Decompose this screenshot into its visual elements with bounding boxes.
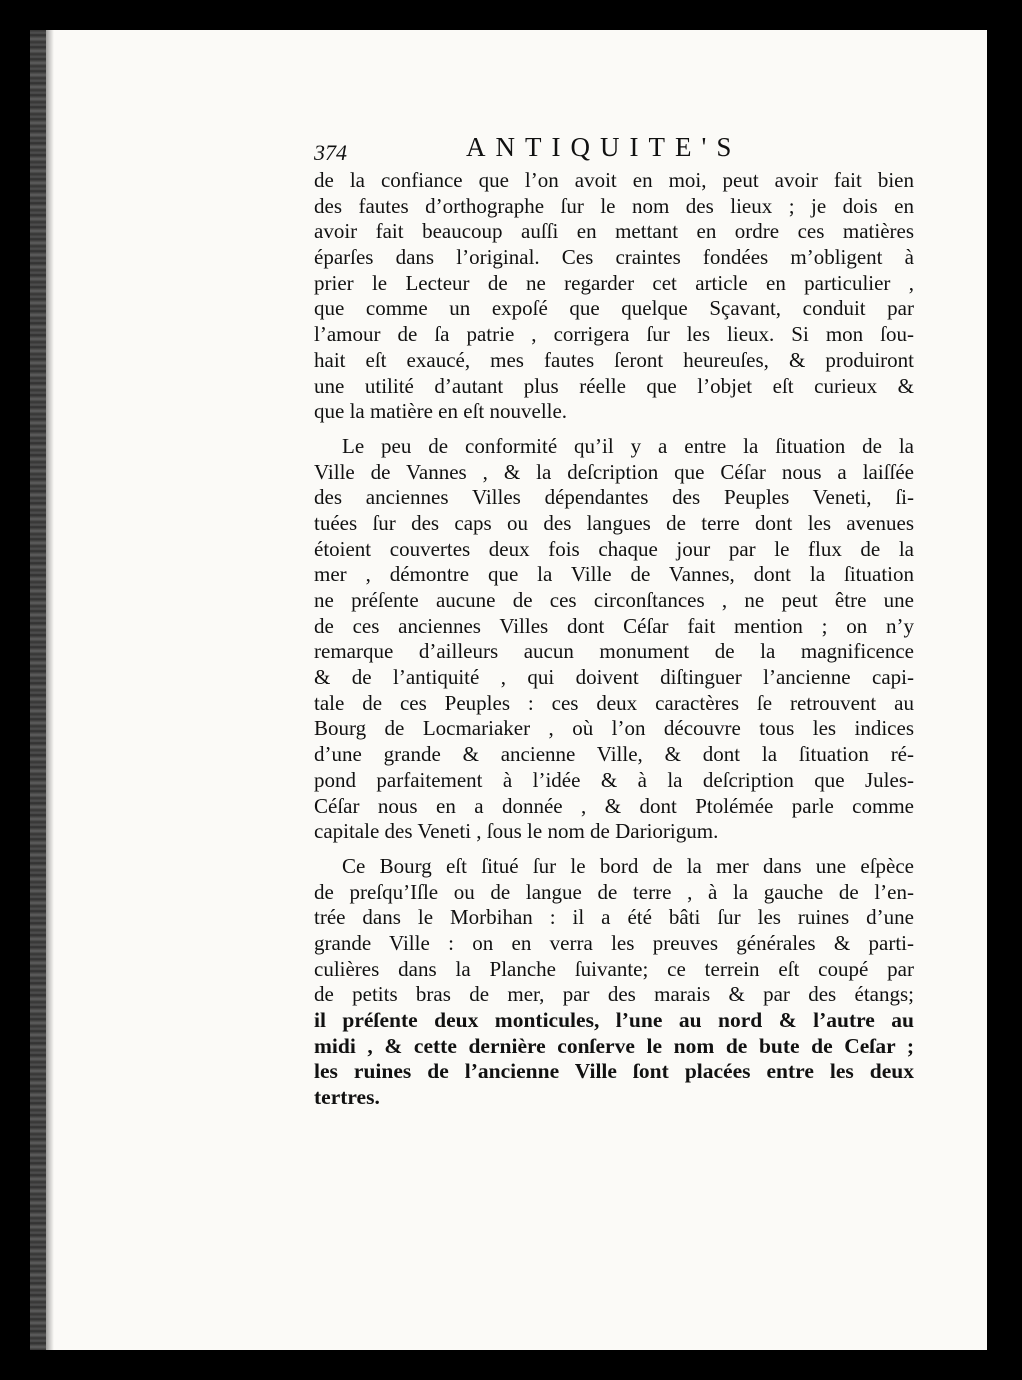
text-line: Ville de Vannes , & la deſcription que Céſar nous a laiſſée [314, 459, 914, 484]
text-line: tale de ces Peuples : ces deux caractères ſe retrouvent au [314, 690, 914, 715]
text-line: d’une grande & ancienne Ville, & dont la ſituation ré- [314, 742, 914, 767]
text-line: capitale des Veneti , ſous le nom de Dariorigum. [314, 819, 719, 844]
page-binding-shadow [46, 30, 54, 1350]
text-line: hait eſt exaucé, mes fautes ſeront heureuſes, & produiront [314, 347, 914, 372]
running-head: ANTIQUITE'S [466, 132, 742, 162]
text-line: tertres. [314, 1085, 380, 1110]
text-line: pond parfaitement à l’idée & à la deſcription que Jules- [314, 767, 914, 792]
text-line: de la confiance que l’on avoit en moi, peut avoir fait bien [314, 168, 914, 192]
page-binding-edge [30, 30, 46, 1350]
text-line: éparſes dans l’original. Ces craintes fondées m’obligent à [314, 245, 914, 270]
text-line: grande Ville : on en verra les preuves générales & parti- [314, 930, 914, 955]
page-header [314, 132, 914, 168]
text-line: de petits bras de mer, par des marais & par des étangs; [314, 982, 914, 1007]
text-line: prier le Lecteur de ne regarder cet article en particulier , [314, 270, 914, 295]
text-line: de preſqu’Iſle ou de langue de terre , à la gauche de l’en- [314, 879, 914, 904]
text-line: Ce Bourg eſt ſitué ſur le bord de la mer dans une eſpèce [342, 853, 914, 878]
text-line: que la matière en eſt nouvelle. [314, 399, 568, 424]
text-line: Céſar nous en a donnée , & dont Ptolémée parle comme [314, 793, 914, 818]
text-line: que comme un expoſé que quelque Sçavant, conduit par [314, 296, 914, 321]
text-line: & de l’antiquité , qui doivent diſtinguer l’ancienne capi- [314, 665, 914, 690]
text-line: étoient couvertes deux fois chaque jour par le flux de la [314, 536, 914, 561]
text-line: ne préſente aucune de ces circonſtances , ne peut être une [314, 588, 914, 612]
text-line: il préſente deux monticules, l’une au nord & l’autre au [314, 1008, 914, 1032]
text-line: Le peu de conformité qu’il y a entre la ſituation de la [342, 433, 914, 458]
text-line: midi , & cette dernière conſerve le nom de bute de Ceſar ; [314, 1033, 914, 1058]
paragraph-1 [314, 168, 914, 425]
book-page [30, 30, 987, 1350]
text-line: l’amour de ſa patrie , corrigera ſur les lieux. Si mon ſou- [314, 322, 914, 347]
text-line: trée dans le Morbihan : il a été bâti ſur les ruines d’une [314, 905, 914, 930]
text-line: culières dans la Planche ſuivante; ce terrein eſt coupé par [314, 956, 914, 981]
body-text [314, 168, 914, 1111]
text-line: des fautes d’orthographe ſur le nom des lieux ; je dois en [314, 193, 914, 218]
text-line: une utilité d’autant plus réelle que l’objet eſt curieux & [314, 373, 914, 398]
paragraph-3 [314, 854, 914, 1111]
text-line: mer , démontre que la Ville de Vannes, dont la ſituation [314, 562, 914, 587]
paragraph-2 [314, 434, 914, 845]
text-line: de ces anciennes Villes dont Céſar fait mention ; on n’y [314, 613, 914, 638]
page-number: 374 [314, 140, 347, 165]
text-line: Bourg de Locmariaker , où l’on découvre tous les indices [314, 716, 914, 741]
text-line: les ruines de l’ancienne Ville ſont placées entre les deux [314, 1059, 914, 1084]
text-line: tuées ſur des caps ou des langues de terre dont les avenues [314, 510, 914, 535]
text-line: remarque d’ailleurs aucun monument de la magnificence [314, 639, 914, 664]
text-line: avoir fait beaucoup auſſi en mettant en ordre ces matières [314, 219, 914, 244]
text-line: des anciennes Villes dépendantes des Peuples Veneti, ſi- [314, 485, 914, 510]
